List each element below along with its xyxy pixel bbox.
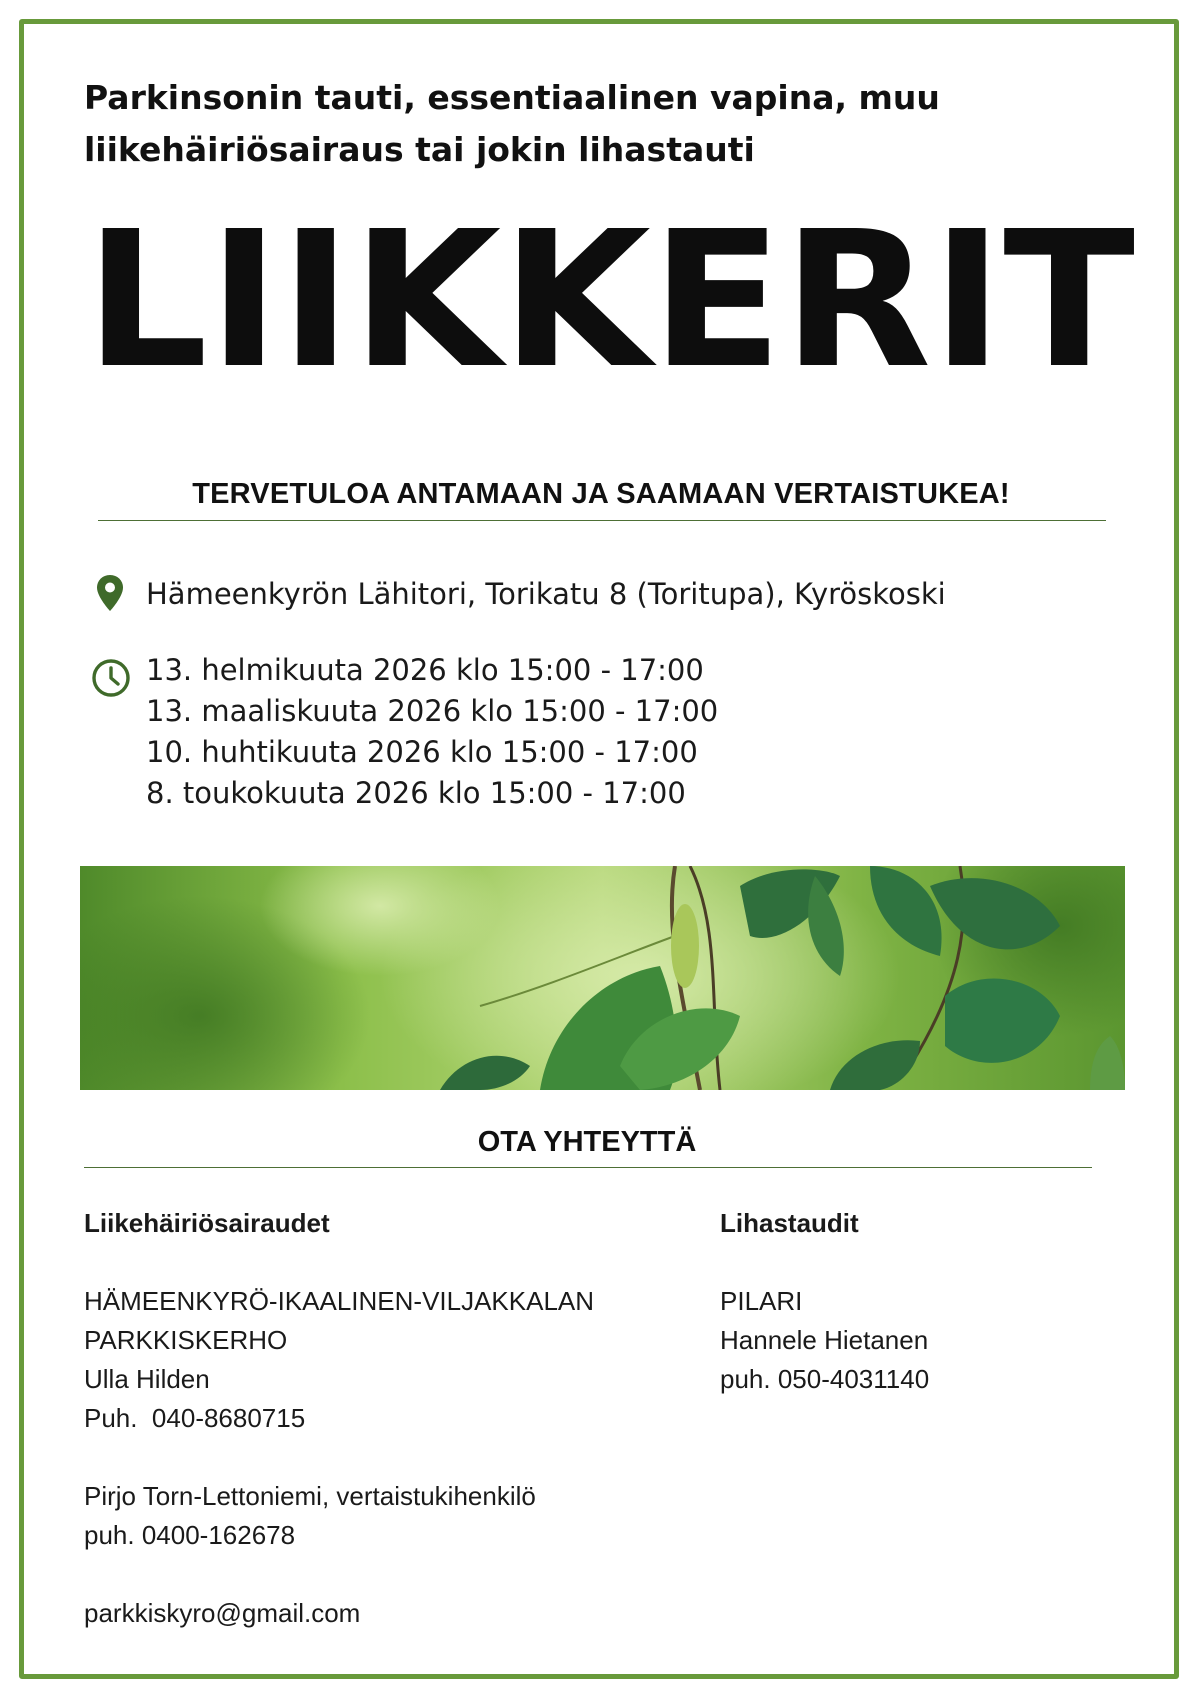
org-name-line-1: HÄMEENKYRÖ-IKAALINEN-VILJAKKALAN bbox=[84, 1286, 595, 1316]
peer-support-person: Pirjo Torn-Lettoniemi, vertaistukihenkilö bbox=[84, 1481, 536, 1511]
birch-leaves-photo bbox=[80, 866, 1125, 1090]
divider bbox=[98, 520, 1106, 521]
poster-title bbox=[80, 225, 1140, 370]
org-name: PILARI bbox=[720, 1286, 803, 1316]
clock-icon bbox=[90, 657, 132, 699]
contact-email: parkkiskyro@gmail.com bbox=[84, 1598, 361, 1628]
contact-person: Ulla Hilden bbox=[84, 1364, 210, 1394]
meeting-date: 10. huhtikuuta 2026 klo 15:00 - 17:00 bbox=[146, 735, 698, 769]
contact-column-movement-disorders bbox=[84, 1204, 704, 1633]
poster-subtitle bbox=[84, 72, 1104, 176]
location-text: Hämeenkyrön Lähitori, Torikatu 8 (Toritupa), Kyröskoski bbox=[146, 577, 946, 611]
subtitle-line-1: Parkinsonin tauti, essentiaalinen vapina, muu bbox=[84, 78, 940, 117]
meeting-date: 13. helmikuuta 2026 klo 15:00 - 17:00 bbox=[146, 653, 704, 687]
map-pin-icon bbox=[96, 574, 124, 612]
contact-person: Hannele Hietanen bbox=[720, 1325, 929, 1355]
contact-phone: Puh. 040-8680715 bbox=[84, 1403, 306, 1433]
column-heading: Lihastaudit bbox=[720, 1208, 859, 1238]
meeting-date: 13. maaliskuuta 2026 klo 15:00 - 17:00 bbox=[146, 694, 719, 728]
welcome-heading: TERVETULOA ANTAMAAN JA SAAMAAN VERTAISTUKEA! bbox=[192, 478, 1010, 510]
contact-phone: puh. 050-4031140 bbox=[720, 1364, 930, 1394]
peer-support-phone: puh. 0400-162678 bbox=[84, 1520, 296, 1550]
contact-heading: OTA YHTEYTTÄ bbox=[477, 1126, 697, 1158]
subtitle-line-2: liikehäiriösairaus tai jokin lihastauti bbox=[84, 130, 755, 169]
divider bbox=[84, 1167, 1092, 1168]
column-heading: Liikehäiriösairaudet bbox=[84, 1208, 330, 1238]
meeting-dates bbox=[146, 650, 1106, 814]
contact-column-muscle-diseases bbox=[720, 1204, 1140, 1399]
poster-title-text: LIIKKERIT bbox=[85, 225, 1135, 370]
meeting-date: 8. toukokuuta 2026 klo 15:00 - 17:00 bbox=[146, 776, 686, 810]
org-name-line-2: PARKKISKERHO bbox=[84, 1325, 288, 1355]
